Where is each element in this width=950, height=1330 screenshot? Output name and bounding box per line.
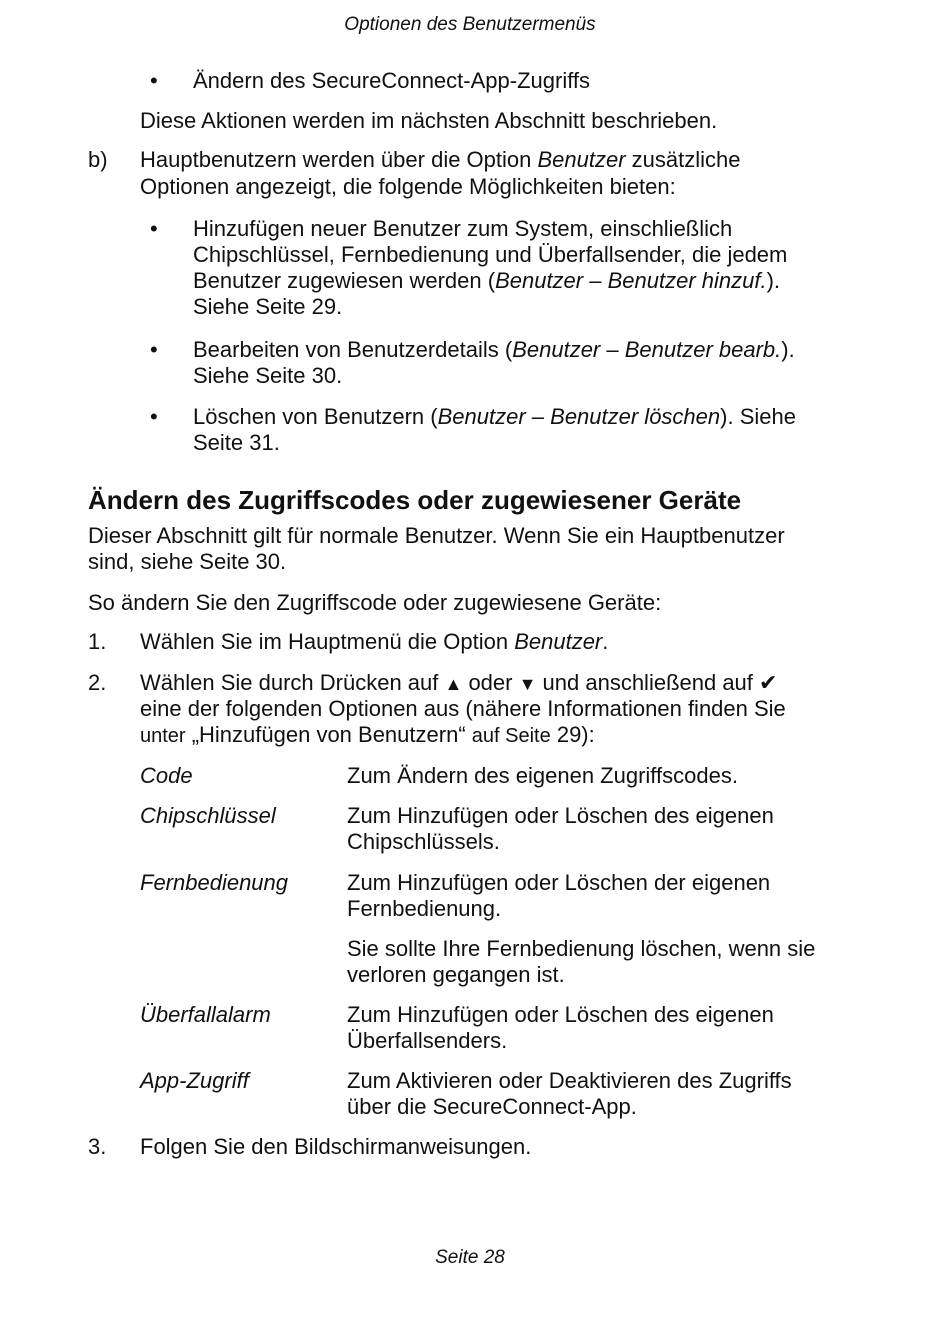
option-desc-code: Zum Ändern des eigenen Zugriffscodes.	[347, 763, 738, 788]
step-2-line1: Wählen Sie durch Drücken auf ▲ oder ▼ und anschließend auf ✔	[140, 670, 778, 695]
section-para1-line2: sind, siehe Seite 30.	[88, 549, 287, 574]
option-desc-app-zugriff-line2: über die SecureConnect-App.	[347, 1094, 637, 1119]
down-arrow-icon: ▼	[518, 674, 537, 694]
option-note-line1: Sie sollte Ihre Fernbedienung löschen, wenn sie	[347, 936, 816, 961]
item-b-label: b)	[88, 147, 108, 172]
option-term-code: Code	[140, 763, 193, 788]
section-heading: Ändern des Zugriffscodes oder zugewiesener Geräte	[88, 485, 742, 515]
step-3-text: Folgen Sie den Bildschirmanweisungen.	[140, 1134, 532, 1159]
bullet-dot: •	[150, 68, 158, 93]
bullet-dot: •	[150, 337, 158, 362]
step-2-number: 2.	[88, 670, 107, 695]
step-1-number: 1.	[88, 629, 107, 654]
step-1-text: Wählen Sie im Hauptmenü die Option Benutzer.	[140, 629, 609, 654]
option-desc-fernbedienung-line1: Zum Hinzufügen oder Löschen der eigenen	[347, 870, 771, 895]
bullet-3-line1: Löschen von Benutzern (Benutzer – Benutzer löschen). Siehe	[193, 404, 796, 429]
option-term-chipschluessel: Chipschlüssel	[140, 803, 276, 828]
step-3-number: 3.	[88, 1134, 107, 1159]
option-term-fernbedienung: Fernbedienung	[140, 870, 289, 895]
option-term-ueberfallalarm: Überfallalarm	[140, 1002, 271, 1027]
option-benutzer: Benutzer	[537, 147, 626, 172]
option-desc-ueberfallalarm-line2: Überfallsenders.	[347, 1028, 508, 1053]
option-desc-chipschluessel-line1: Zum Hinzufügen oder Löschen des eigenen	[347, 803, 774, 828]
check-icon: ✔	[759, 670, 778, 695]
option-desc-fernbedienung-line2: Fernbedienung.	[347, 896, 502, 921]
bullet-1-line1: Hinzufügen neuer Benutzer zum System, einschließlich	[193, 216, 733, 241]
page-number: Seite 28	[435, 1247, 505, 1268]
option-note-line2: verloren gegangen ist.	[347, 962, 565, 987]
option-desc-chipschluessel-line2: Chipschlüssels.	[347, 829, 500, 854]
step-2-line3: unter „Hinzufügen von Benutzern“ auf Seite 29):	[140, 722, 595, 747]
up-arrow-icon: ▲	[444, 674, 463, 694]
section-para1-line1: Dieser Abschnitt gilt für normale Benutzer. Wenn Sie ein Hauptbenutzer	[88, 523, 785, 548]
intro-text: Diese Aktionen werden im nächsten Abschnitt beschrieben.	[140, 108, 718, 133]
option-desc-app-zugriff-line1: Zum Aktivieren oder Deaktivieren des Zugriffs	[347, 1068, 792, 1093]
bullet-dot: •	[150, 404, 158, 429]
option-term-app-zugriff: App-Zugriff	[140, 1068, 249, 1093]
page-header: Optionen des Benutzermenüs	[344, 14, 596, 35]
bullet-dot: •	[150, 216, 158, 241]
bullet-1-line4: Siehe Seite 29.	[193, 294, 343, 319]
option-desc-ueberfallalarm-line1: Zum Hinzufügen oder Löschen des eigenen	[347, 1002, 774, 1027]
bullet-1-line2: Chipschlüssel, Fernbedienung und Überfallsender, die jedem	[193, 242, 788, 267]
item-b-line1: Hauptbenutzern werden über die Option Benutzer zusätzliche	[140, 147, 741, 172]
top-bullet-text: Ändern des SecureConnect-App-Zugriffs	[193, 68, 591, 93]
bullet-1-line3: Benutzer zugewiesen werden (Benutzer – Benutzer hinzuf.).	[193, 268, 781, 293]
item-b-line2: Optionen angezeigt, die folgende Möglichkeiten bieten:	[140, 174, 676, 199]
bullet-2-line1: Bearbeiten von Benutzerdetails (Benutzer – Benutzer bearb.).	[193, 337, 795, 362]
bullet-3-line2: Seite 31.	[193, 430, 280, 455]
section-para2: So ändern Sie den Zugriffscode oder zugewiesene Geräte:	[88, 590, 662, 615]
bullet-2-line2: Siehe Seite 30.	[193, 363, 343, 388]
step-2-line2: eine der folgenden Optionen aus (nähere Informationen finden Sie	[140, 696, 786, 721]
